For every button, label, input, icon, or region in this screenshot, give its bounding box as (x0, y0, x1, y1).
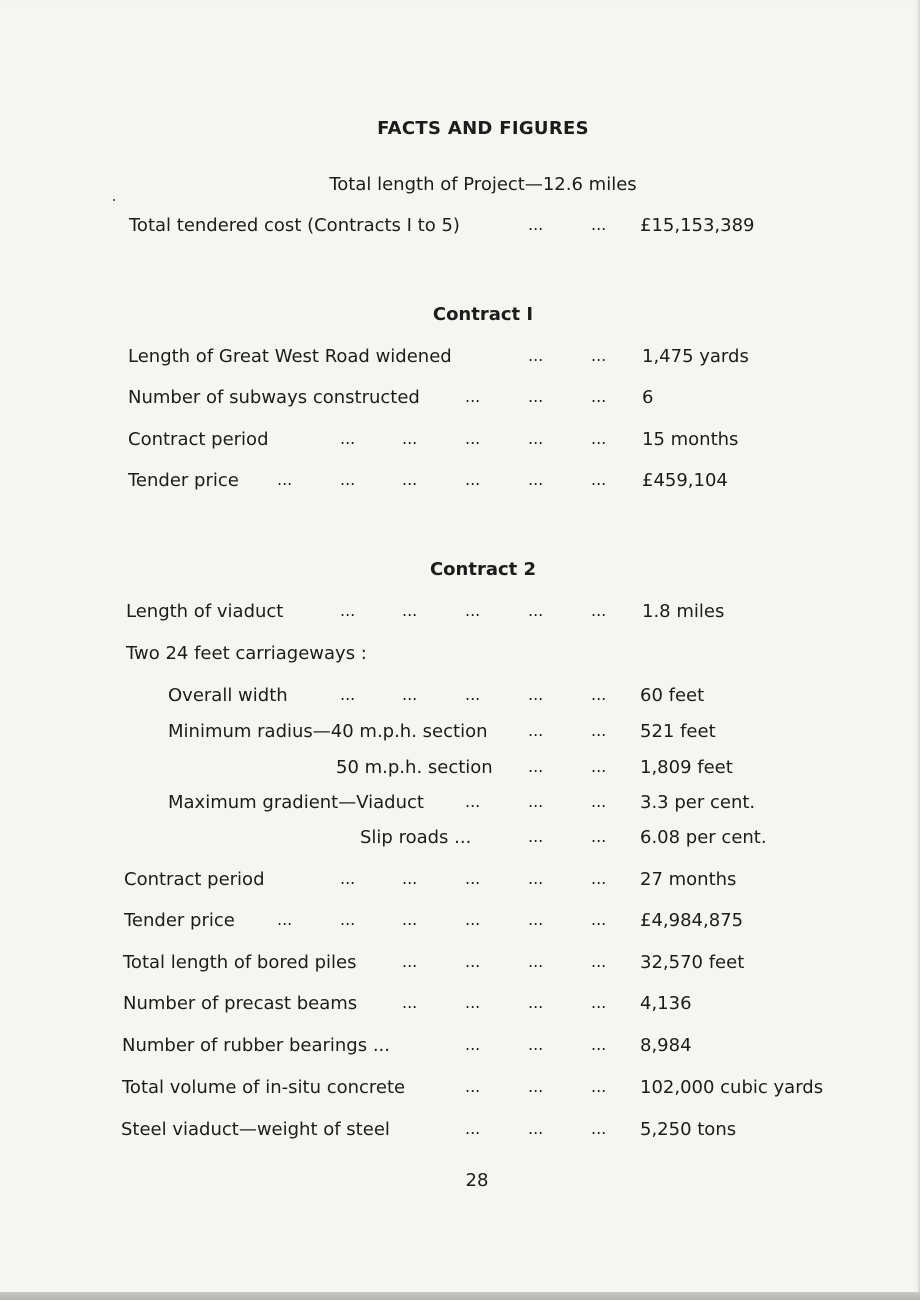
leader-dots: ... (528, 869, 544, 888)
leader-dots: ... (465, 993, 481, 1012)
contract1-row (0, 429, 918, 455)
row-value: 1,475 yards (642, 346, 749, 367)
row-value: 1,809 feet (640, 757, 733, 778)
leader-dots: ... (402, 601, 418, 620)
leader-dots: ... (528, 601, 544, 620)
row-label: Tender price (124, 910, 235, 931)
row-value: 4,136 (640, 993, 692, 1014)
contract2-row (0, 869, 918, 895)
leader-dots: ... (528, 387, 544, 406)
contract2-row (0, 910, 918, 936)
row-label: Number of rubber bearings ... (122, 1035, 390, 1056)
row-value: 60 feet (640, 685, 705, 706)
leader-dots: ... (591, 827, 607, 846)
leader-dots: ... (591, 757, 607, 776)
contract2-row (0, 721, 918, 747)
contract2-row (0, 827, 918, 853)
leader-dots: ... (277, 470, 293, 489)
row-label: Number of subways constructed (128, 387, 420, 408)
contract2-row (0, 757, 918, 783)
leader-dots: ... (528, 215, 544, 234)
leader-dots: ... (340, 470, 356, 489)
row-label: 50 m.p.h. section (336, 757, 493, 778)
leader-dots: ... (465, 910, 481, 929)
leader-dots: ... (528, 1035, 544, 1054)
leader-dots: ... (465, 1077, 481, 1096)
contract2-row (0, 685, 918, 711)
row-label: Total volume of in-situ concrete (122, 1077, 406, 1098)
leader-dots: ... (591, 721, 607, 740)
row-label: Minimum radius—40 m.p.h. section (168, 721, 488, 742)
row-label: Length of Great West Road widened (128, 346, 452, 367)
leader-dots: ... (528, 1077, 544, 1096)
row-value: 8,984 (640, 1035, 692, 1056)
leader-dots: ... (402, 910, 418, 929)
leader-dots: ... (591, 952, 607, 971)
contract2-row (0, 952, 918, 978)
leader-dots: ... (528, 827, 544, 846)
leader-dots: ... (465, 387, 481, 406)
leader-dots: ... (528, 721, 544, 740)
project-length: Total length of Project—12.6 miles (329, 174, 637, 195)
contract2-row (0, 993, 918, 1019)
row-value: 32,570 feet (640, 952, 745, 973)
row-label: Slip roads ... (360, 827, 472, 848)
leader-dots: ... (340, 429, 356, 448)
leader-dots: ... (591, 387, 607, 406)
leader-dots: ... (402, 685, 418, 704)
row-label: Steel viaduct—weight of steel (121, 1119, 390, 1140)
row-value: £4,984,875 (640, 910, 744, 931)
leader-dots: ... (528, 685, 544, 704)
leader-dots: ... (528, 757, 544, 776)
leader-dots: ... (465, 470, 481, 489)
row-value: 3.3 per cent. (640, 792, 756, 813)
leader-dots: ... (340, 601, 356, 620)
row-value: 102,000 cubic yards (640, 1077, 824, 1098)
row-label: Number of precast beams (123, 993, 358, 1014)
row-label: Overall width (168, 685, 288, 706)
row-value: 5,250 tons (640, 1119, 737, 1140)
total-cost-row (0, 215, 918, 241)
leader-dots: ... (591, 1119, 607, 1138)
contract1-row (0, 346, 918, 372)
leader-dots: ... (465, 1035, 481, 1054)
leader-dots: ... (528, 470, 544, 489)
leader-dots: ... (277, 910, 293, 929)
row-label: Total length of bored piles (123, 952, 357, 973)
row-value: 6.08 per cent. (640, 827, 767, 848)
row-label: Length of viaduct (126, 601, 284, 622)
leader-dots: ... (528, 429, 544, 448)
leader-dots: ... (402, 993, 418, 1012)
leader-dots: ... (465, 685, 481, 704)
leader-dots: ... (528, 952, 544, 971)
leader-dots: ... (528, 993, 544, 1012)
contract1-heading: Contract I (432, 304, 534, 325)
contract2-row (0, 1035, 918, 1061)
contract2-row (0, 1077, 918, 1103)
row-label: Two 24 feet carriageways : (126, 643, 367, 664)
leader-dots: ... (528, 1119, 544, 1138)
leader-dots: ... (591, 470, 607, 489)
contract2-heading: Contract 2 (429, 559, 537, 580)
leader-dots: ... (591, 1077, 607, 1096)
leader-dots: ... (402, 429, 418, 448)
leader-dots: ... (528, 346, 544, 365)
leader-dots: ... (528, 792, 544, 811)
row-value: 27 months (640, 869, 737, 890)
leader-dots: ... (591, 429, 607, 448)
leader-dots: ... (591, 215, 607, 234)
leader-dots: ... (591, 601, 607, 620)
row-label: Maximum gradient—Viaduct (168, 792, 424, 813)
leader-dots: ... (591, 1035, 607, 1054)
leader-dots: ... (465, 869, 481, 888)
row-value: 15 months (642, 429, 739, 450)
leader-dots: ... (340, 910, 356, 929)
contract2-row (0, 792, 918, 818)
page-number: 28 (465, 1170, 489, 1191)
contract2-row (0, 601, 918, 627)
leader-dots: ... (591, 910, 607, 929)
leader-dots: ... (591, 685, 607, 704)
contract1-row (0, 470, 918, 496)
row-label: Tender price (128, 470, 239, 491)
contract2-row (0, 1119, 918, 1145)
page-edge (0, 1292, 920, 1300)
print-speck (113, 199, 115, 201)
contract2-row (0, 643, 918, 669)
row-value: 521 feet (640, 721, 716, 742)
contract1-row (0, 387, 918, 413)
total-cost-label: Total tendered cost (Contracts I to 5) (129, 215, 460, 236)
row-value: 6 (642, 387, 654, 408)
leader-dots: ... (340, 869, 356, 888)
leader-dots: ... (465, 429, 481, 448)
leader-dots: ... (465, 792, 481, 811)
leader-dots: ... (465, 601, 481, 620)
page-title: FACTS AND FIGURES (377, 118, 589, 139)
row-value: 1.8 miles (642, 601, 725, 622)
leader-dots: ... (591, 993, 607, 1012)
leader-dots: ... (591, 792, 607, 811)
leader-dots: ... (402, 869, 418, 888)
leader-dots: ... (528, 910, 544, 929)
leader-dots: ... (591, 346, 607, 365)
leader-dots: ... (465, 1119, 481, 1138)
leader-dots: ... (591, 869, 607, 888)
row-label: Contract period (124, 869, 265, 890)
leader-dots: ... (402, 470, 418, 489)
leader-dots: ... (402, 952, 418, 971)
row-label: Contract period (128, 429, 269, 450)
leader-dots: ... (340, 685, 356, 704)
leader-dots: ... (465, 952, 481, 971)
total-cost-value: £15,153,389 (640, 215, 755, 236)
row-value: £459,104 (642, 470, 728, 491)
